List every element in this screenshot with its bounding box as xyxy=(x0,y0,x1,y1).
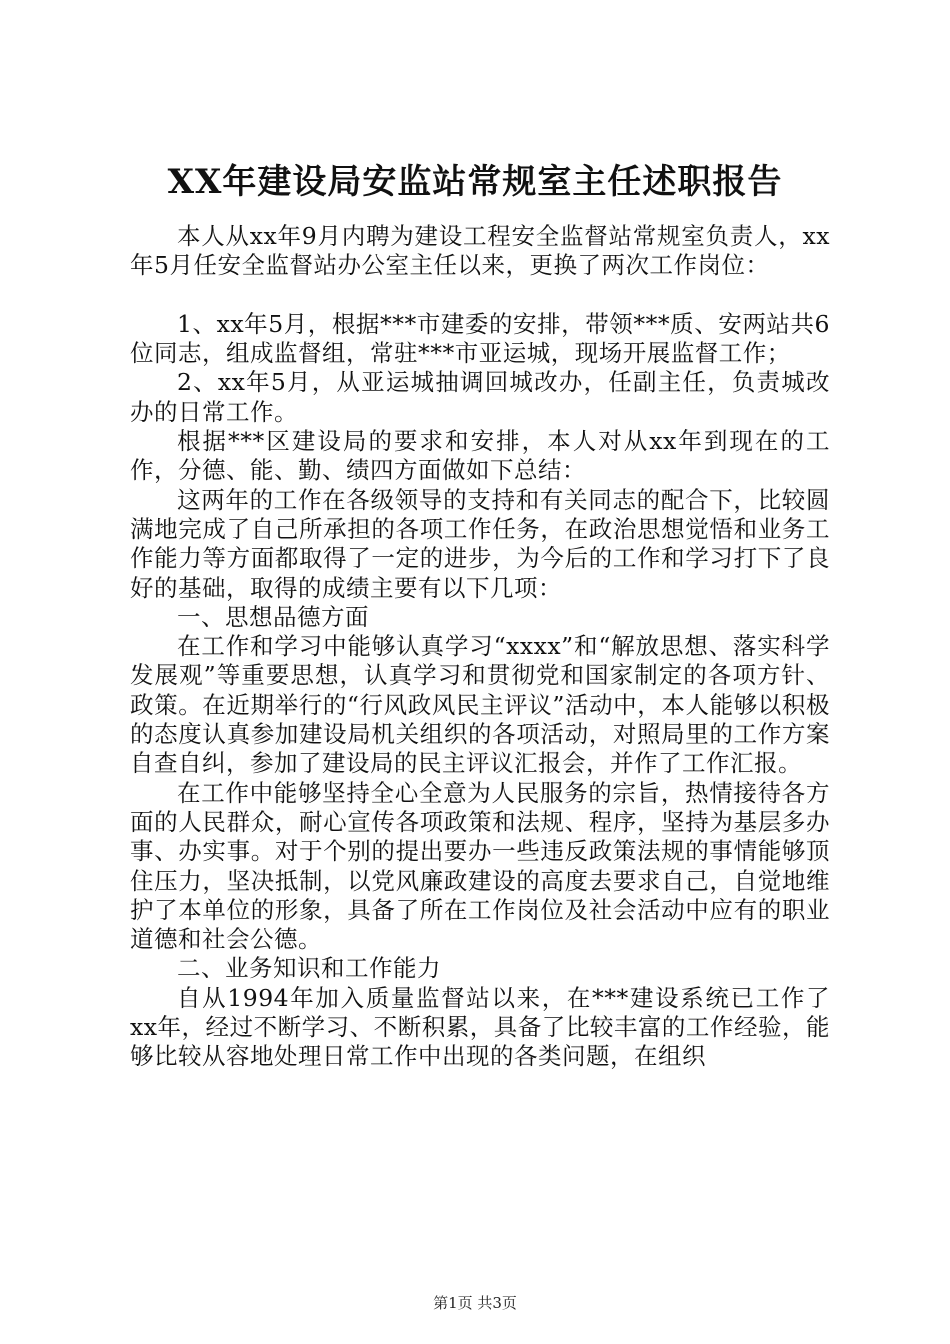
paragraph-item-2: 2、xx年5月，从亚运城抽调回城改办，任副主任，负责城改办的日常工作。 xyxy=(130,368,830,426)
document-body xyxy=(130,222,830,1072)
paragraph-intro: 本人从xx年9月内聘为建设工程安全监督站常规室负责人，xx年5月任安全监督站办公室主任以来，更换了两次工作岗位： xyxy=(130,222,830,280)
paragraph-summary-intro: 根据***区建设局的要求和安排，本人对从xx年到现在的工作，分德、能、勤、绩四方面做如下总结： xyxy=(130,427,830,485)
paragraph-service: 在工作中能够坚持全心全意为人民服务的宗旨，热情接待各方面的人民群众，耐心宣传各项政策和法规、程序，坚持为基层多办事、办实事。对于个别的提出要办一些违反政策法规的事情能够顶住压力，坚决抵制，以党风廉政建设的高度去要求自己，自觉地维护了本单位的形象，具备了所在工作岗位及社会活动中应有的职业道德和社会公德。 xyxy=(130,778,830,954)
paragraph-item-1: 1、xx年5月，根据***市建委的安排，带领***质、安两站共6位同志，组成监督组，常驻***市亚运城，现场开展监督工作； xyxy=(130,309,830,368)
section-heading-business: 二、业务知识和工作能力 xyxy=(177,954,441,983)
page-footer: 第1页 共3页 xyxy=(433,1294,517,1312)
paragraph-experience: 自从1994年加入质量监督站以来，在***建设系统已工作了xx年，经过不断学习、不断积累，具备了比较丰富的工作经验，能够比较从容地处理日常工作中出现的各类问题，在组织 xyxy=(130,983,830,1071)
document-title: XX年建设局安监站常规室主任述职报告 xyxy=(167,162,783,202)
paragraph-study: 在工作和学习中能够认真学习“xxxx”和“解放思想、落实科学发展观”等重要思想，认真学习和贯彻党和国家制定的各项方针、政策。在近期举行的“行风政风民主评议”活动中，本人能够以积极的态度认真参加建设局机关组织的各项活动，对照局里的工作方案自查自纠，参加了建设局的民主评议汇报会，并作了工作汇报。 xyxy=(130,632,830,778)
paragraph-achievements: 这两年的工作在各级领导的支持和有关同志的配合下，比较圆满地完成了自己所承担的各项工作任务，在政治思想觉悟和业务工作能力等方面都取得了一定的进步，为今后的工作和学习打下了良好的基础，取得的成绩主要有以下几项： xyxy=(130,485,830,602)
section-heading-ideology: 一、思想品德方面 xyxy=(177,602,369,631)
